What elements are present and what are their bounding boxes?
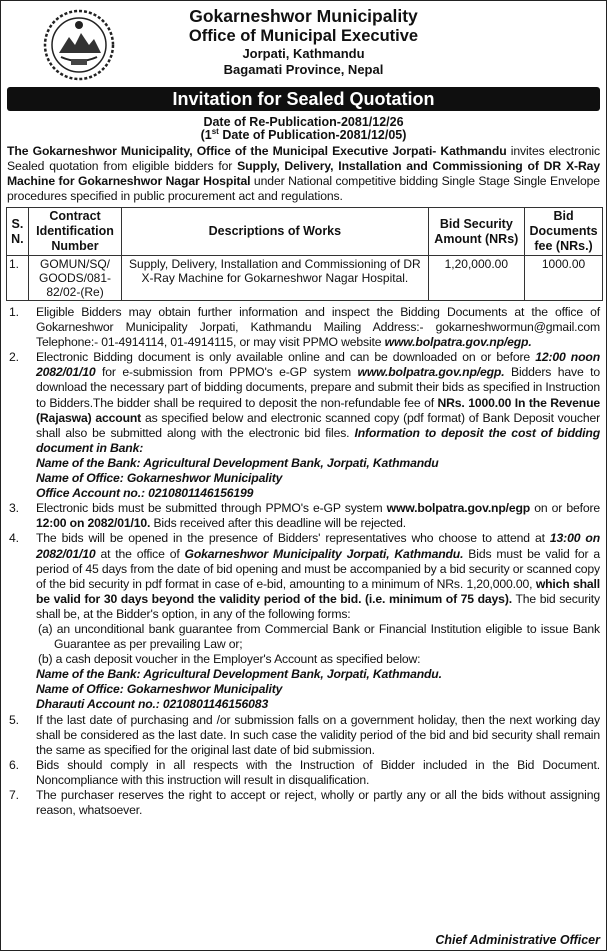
clause-2: 2. Electronic Bidding document is only available online and can be downloaded on or before 12:00 noon 2082/01/10 for e-submission from PPMO's e-GP system www.bolpatra.gov.np/egp. Bidders have to download the necessary part of bidding documents, prepare and submit their bids as specified in Instruction to Bidders.The bidder shall be required to deposit the non-refundable fee of NRs. 1000.00 In the Revenue (Rajaswa) account as specified below and electronic scanned copy (pdf format) of Bank Deposit voucher shall also be submitted along with the electronic bid files. Information to deposit the cost of bidding document in Bank: Name of the Bank: Agricultural Development Bank, Jorpati, Kathmandu Name of Office: Gokarneshwor Municipality Office Account no.: 0210801146156199 <box>9 350 601 501</box>
republication-date: Date of Re-Publication-2081/12/26 <box>203 115 404 129</box>
clause-7: 7. The purchaser reserves the right to accept or reject, wholly or partly any or all the bids without assigning reason, whatsoever. <box>9 788 600 818</box>
org-name: Gokarneshwor Municipality <box>189 6 418 26</box>
table-header-row <box>7 208 603 256</box>
col-header-description: Descriptions of Works <box>122 208 428 256</box>
clause-number: 7. <box>9 788 19 802</box>
header <box>1 1 606 87</box>
cell-bid-security: 1,20,000.00 <box>428 256 525 301</box>
clause-number: 6. <box>9 757 19 772</box>
publication-dates <box>1 116 606 142</box>
cell-sn: 1. <box>7 256 29 301</box>
office-name: Office of Municipal Executive <box>188 27 419 45</box>
clause-number: 1. <box>9 305 19 319</box>
col-header-contract-id: Contract Identification Number <box>28 208 121 256</box>
signatory-title: Chief Administrative Officer <box>435 933 600 947</box>
clause-number: 4. <box>9 531 19 546</box>
egp-link[interactable]: www.bolpatra.gov.np/egp. <box>357 365 505 380</box>
clause-number: 5. <box>9 712 19 727</box>
bank-name: Name of the Bank: Agricultural Development Bank, Jorpati, Kathmandu. <box>36 667 442 682</box>
egp-link[interactable]: www.bolpatra.gov.np/egp <box>386 501 531 516</box>
form-option-b: (b) a cash deposit voucher in the Employer's Account as specified below: <box>38 652 421 667</box>
office-account-number: Office Account no.: 0210801146156199 <box>36 486 254 501</box>
header-text <box>1 6 606 78</box>
clause-3: 3. Electronic bids must be submitted through PPMO's e-GP system www.bolpatra.gov.np/egp on or before 12:00 on 2082/01/10. Bids received after this deadline will be rejected. <box>9 501 600 531</box>
office-name-line: Name of Office: Gokarneshwor Municipality <box>36 682 283 697</box>
clause-number: 3. <box>9 501 19 516</box>
cell-contract-id: GOMUN/SQ/ GOODS/081-82/02-(Re) <box>28 256 121 301</box>
clause-number: 2. <box>9 350 19 365</box>
clause-4: 4. The bids will be opened in the presence of Bidders' representatives who choose to attend at 13:00 on 2082/01/10 at the office of Gokarneshwor Municipality Jorpati, Kathmandu. Bids must be valid for a period of 45 days from the date of bid opening and must be accompanied by a bid security or scanned copy of the bid security in pdf format in case of e-bid, amounting to a minimum of NRs. 1,20,000.00, which shall be valid for 30 days beyond the validity period of the bid. (i.e. minimum of 75 days). The bid security shall be, at the Bidder's option, in any of the following forms: (a) an unconditional bank guarantee from Commercial Bank or Financial Institution eligible to issue Bank Guarantee as per prevailing Law or; (b) a cash deposit voucher in the Employer's Account as specified below: Name of the Bank: Agricultural Development Bank, Jorpati, Kathmandu. Name of Office: Gokarneshwor Municipality Dharauti Account no.: 0210801146156083 <box>9 531 601 712</box>
cell-doc-fee: 1000.00 <box>525 256 603 301</box>
works-table <box>6 207 603 301</box>
col-header-sn: S. N. <box>7 208 29 256</box>
ppmo-website-link[interactable]: www.bolpatra.gov.np/egp. <box>384 335 532 350</box>
clause-1: 1. Eligible Bidders may obtain further information and inspect the Bidding Documents at the office of Gokarneshwor Municipality Jorpati, Kathmandu Mailing Address:- gokarneshwormun@gmail.com Telephone:- 01-4914114, 01-4914115, or may visit PPMO website www.bolpatra.gov.np/egp. <box>9 305 600 350</box>
dharauti-account-number: Dharauti Account no.: 0210801146156083 <box>36 697 269 712</box>
cell-description: Supply, Delivery, Installation and Commissioning of DR X-Ray Machine for Gokarneshwor Nagar Hospital. <box>122 256 428 301</box>
intro-paragraph: The Gokarneshwor Municipality, Office of the Municipal Executive Jorpati- Kathmandu invites electronic Sealed quotation from eligible bidders for Supply, Delivery, Installation and Commissioning of DR X-Ray Machine for Gokarneshwor Nagar Hospital under National competitive bidding Single Stage Single Envelope procedures specified in public procurement act and regulations. <box>7 144 601 203</box>
address-line-1: Jorpati, Kathmandu <box>242 46 365 61</box>
table-row <box>7 256 603 301</box>
clauses-list <box>1 305 606 818</box>
col-header-doc-fee: Bid Documents fee (NRs.) <box>525 208 603 256</box>
col-header-bid-security: Bid Security Amount (NRs) <box>428 208 525 256</box>
first-publication-date: (1st Date of Publication-2081/12/05) <box>200 126 407 142</box>
office-name-line: Name of Office: Gokarneshwor Municipality <box>36 471 283 486</box>
clause-5: 5. If the last date of purchasing and /or submission falls on a government holiday, then the next working day shall be considered as the last date. In such case the validity period of the bid and bid security shall remain the same as specified for the original last date of bid submission. <box>9 712 600 757</box>
bank-name: Name of the Bank: Agricultural Development Bank, Jorpati, Kathmandu <box>36 455 439 470</box>
notice-title-banner: Invitation for Sealed Quotation <box>7 87 600 111</box>
address-line-2: Bagamati Province, Nepal <box>223 62 384 77</box>
form-option-a: (a) an unconditional bank guarantee from Commercial Bank or Financial Institution eligible to issue Bank Guarantee as per prevailing Law or; <box>38 621 600 652</box>
clause-6: 6. Bids should comply in all respects with the Instruction of Bidder included in the Bid Document. Noncompliance with this instruction will result in disqualification. <box>9 757 600 787</box>
